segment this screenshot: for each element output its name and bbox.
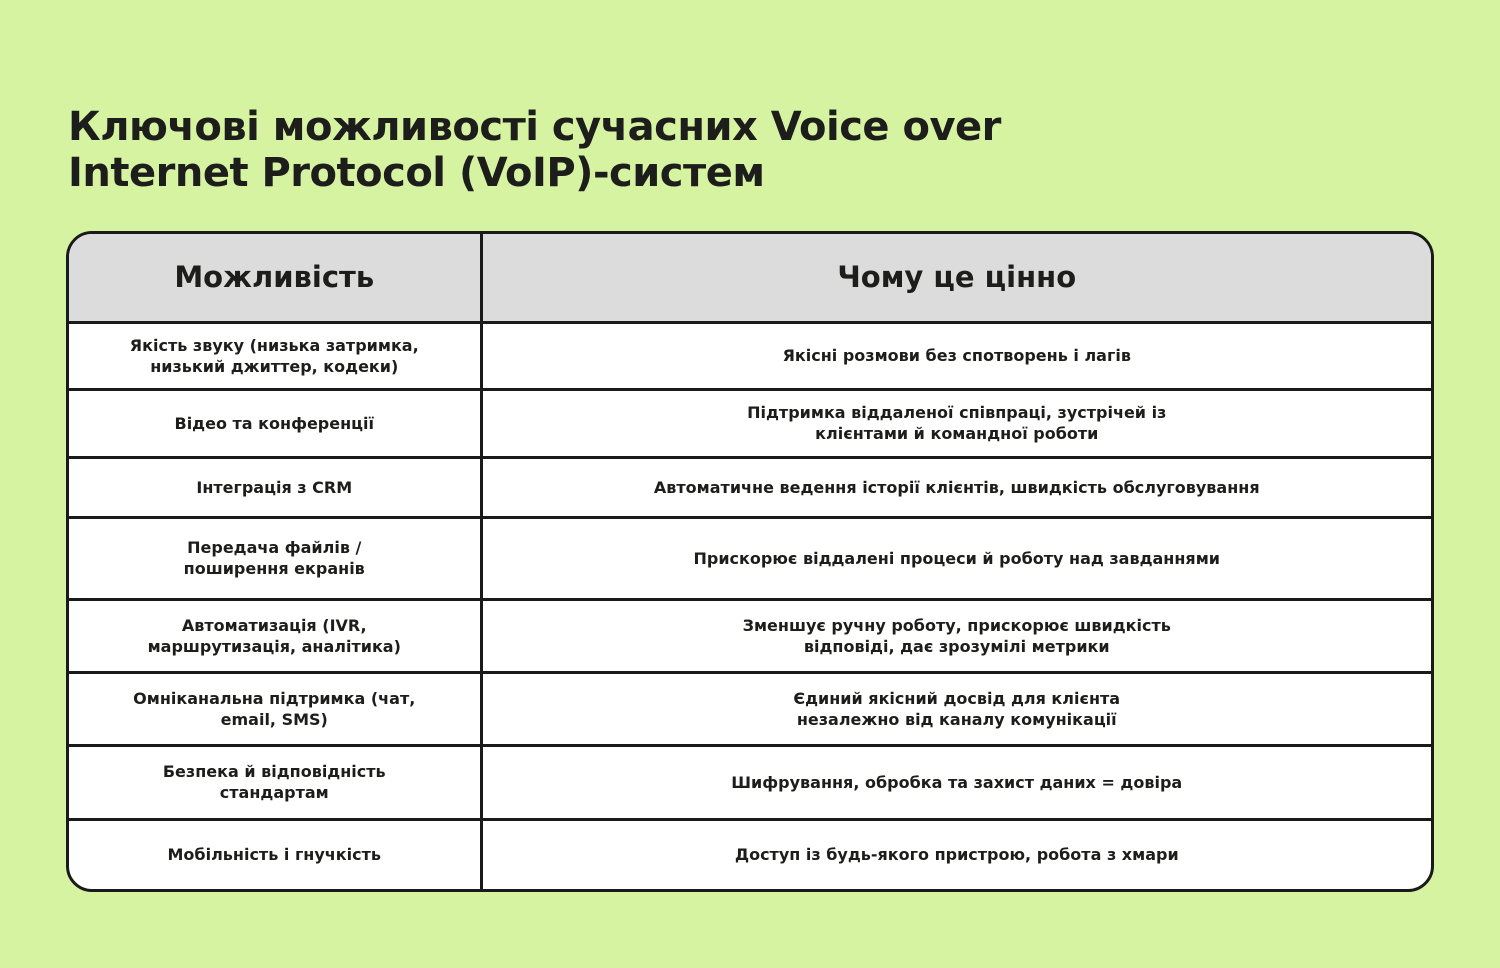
table-row bbox=[69, 819, 1431, 889]
page-title-line-1: Ключові можливості сучасних Voice over bbox=[68, 104, 1001, 150]
feature-cell: Омніканальна підтримка (чат, email, SMS) bbox=[69, 672, 481, 745]
value-cell: Шифрування, обробка та захист даних = довіра bbox=[481, 745, 1431, 819]
value-cell: Єдиний якісний досвід для клієнта незалежно від каналу комунікації bbox=[481, 672, 1431, 745]
table-header-row bbox=[69, 234, 1431, 322]
table-row bbox=[69, 457, 1431, 517]
feature-cell: Мобільність і гнучкість bbox=[69, 819, 481, 889]
table-row bbox=[69, 517, 1431, 599]
value-cell: Доступ із будь-якого пристрою, робота з хмари bbox=[481, 819, 1431, 889]
feature-cell: Якість звуку (низька затримка, низький джиттер, кодеки) bbox=[69, 322, 481, 389]
value-cell: Підтримка віддаленої співпраці, зустрічей із клієнтами й командної роботи bbox=[481, 389, 1431, 457]
feature-cell: Інтеграція з CRM bbox=[69, 457, 481, 517]
page-title bbox=[68, 104, 1268, 196]
feature-cell: Відео та конференції bbox=[69, 389, 481, 457]
table-row bbox=[69, 322, 1431, 389]
value-cell: Автоматичне ведення історії клієнтів, швидкість обслуговування bbox=[481, 457, 1431, 517]
feature-cell: Передача файлів / поширення екранів bbox=[69, 517, 481, 599]
feature-cell: Автоматизація (IVR, маршрутизація, аналітика) bbox=[69, 599, 481, 672]
page-title-line-2: Internet Protocol (VoIP)-систем bbox=[68, 150, 765, 196]
features-table bbox=[66, 231, 1434, 892]
value-cell: Зменшує ручну роботу, прискорює швидкість відповіді, дає зрозумілі метрики bbox=[481, 599, 1431, 672]
column-header-feature: Можливість bbox=[69, 234, 481, 322]
value-cell: Якісні розмови без спотворень і лагів bbox=[481, 322, 1431, 389]
table-row bbox=[69, 745, 1431, 819]
table-row bbox=[69, 389, 1431, 457]
feature-cell: Безпека й відповідність стандартам bbox=[69, 745, 481, 819]
column-header-value: Чому це цінно bbox=[481, 234, 1431, 322]
table-row bbox=[69, 672, 1431, 745]
table-row bbox=[69, 599, 1431, 672]
value-cell: Прискорює віддалені процеси й роботу над завданнями bbox=[481, 517, 1431, 599]
